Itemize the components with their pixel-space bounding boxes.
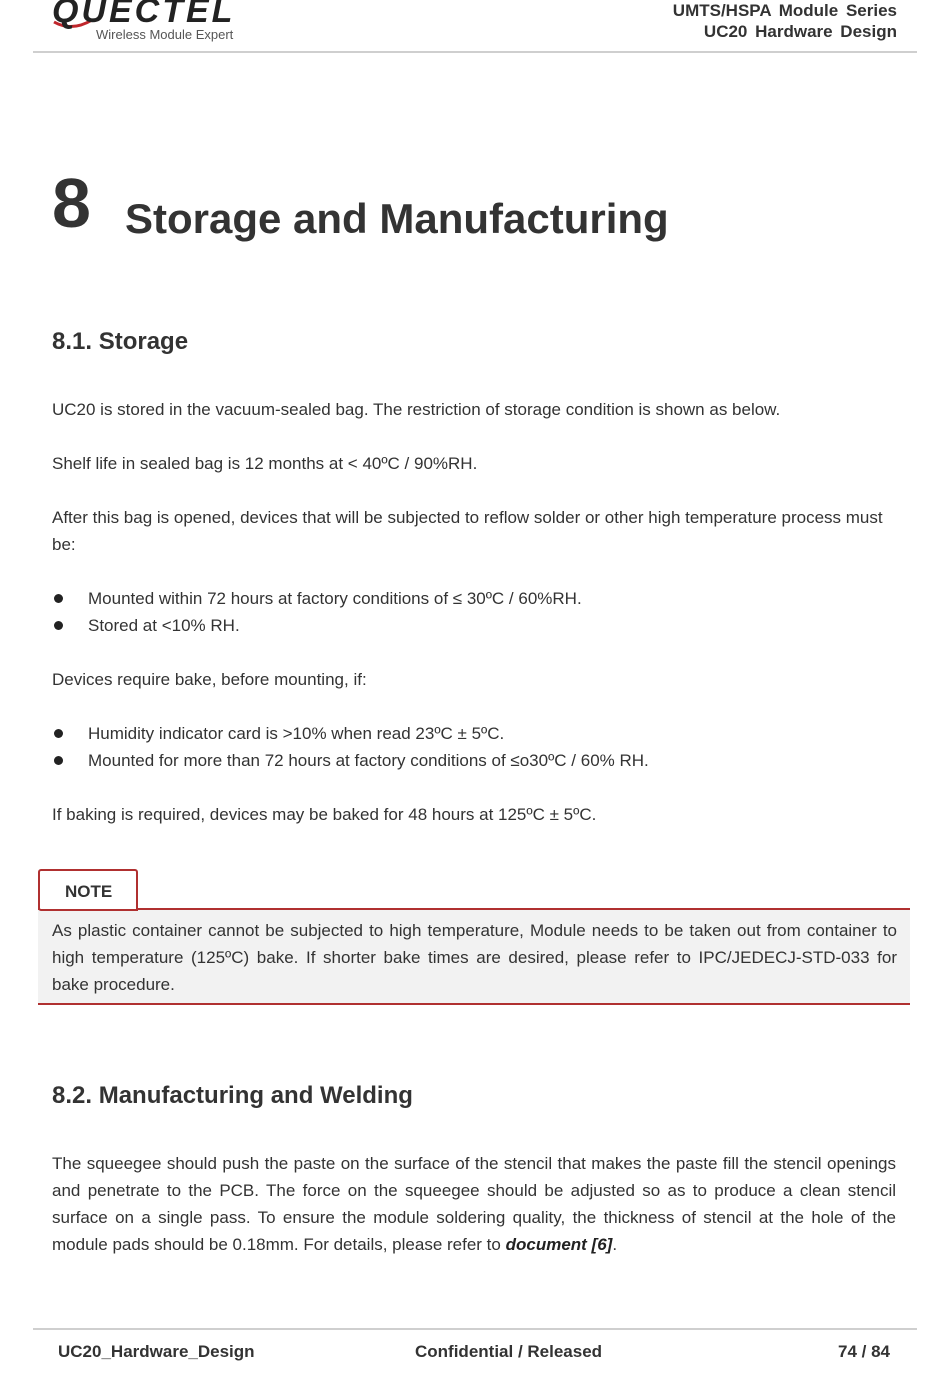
- list-item: Humidity indicator card is >10% when read 23ºC ± 5ºC.: [88, 724, 505, 743]
- bullet-list-1: [52, 585, 902, 639]
- list-item: Stored at <10% RH.: [88, 616, 240, 635]
- bullet-icon: [54, 594, 63, 603]
- header-doc-title: UC20 Hardware Design: [703, 22, 897, 41]
- chapter-number: 8: [52, 164, 91, 242]
- section-heading-storage: 8.1. Storage: [52, 328, 189, 355]
- storage-paragraph-4: Devices require bake, before mounting, if:: [52, 670, 367, 689]
- section-heading-manufacturing: 8.2. Manufacturing and Welding: [52, 1082, 413, 1109]
- logo-tagline: Wireless Module Expert: [96, 27, 234, 42]
- bullet-list-2: [52, 720, 902, 774]
- footer-divider: [33, 1328, 917, 1330]
- header-divider: [33, 51, 917, 53]
- note-text: As plastic container cannot be subjected to high temperature, Module needs to be taken out from container to high temperature (125ºC) bake. If shorter bake times are desired, please refer to IPC/JEDECJ-STD-033 for bake procedure.: [52, 921, 897, 994]
- storage-paragraph-3: After this bag is opened, devices that will be subjected to reflow solder or other high temperature process must be:: [52, 508, 883, 554]
- chapter-title: Storage and Manufacturing: [125, 195, 669, 242]
- storage-paragraph-5: If baking is required, devices may be baked for 48 hours at 125ºC ± 5ºC.: [52, 805, 597, 824]
- list-item: Mounted for more than 72 hours at factory conditions of ≤o30ºC / 60% RH.: [88, 751, 649, 770]
- manufacturing-paragraph: [52, 1150, 896, 1258]
- header-doc-info: [673, 0, 897, 42]
- footer-doc-name: UC20_Hardware_Design: [58, 1342, 255, 1361]
- footer-page-number: 74 / 84: [838, 1342, 890, 1361]
- document-reference-link[interactable]: document [6]: [505, 1235, 613, 1254]
- logo-wordmark: QUECTEL: [52, 0, 236, 30]
- storage-paragraph-1: UC20 is stored in the vacuum-sealed bag. The restriction of storage condition is shown as below.: [52, 400, 781, 419]
- list-item: Mounted within 72 hours at factory conditions of ≤ 30ºC / 60%RH.: [88, 589, 582, 608]
- footer-classification: Confidential / Released: [415, 1342, 603, 1361]
- note-label: NOTE: [38, 869, 138, 911]
- manufacturing-text: The squeegee should push the paste on the surface of the stencil that makes the paste fill the stencil openings and penetrate to the PCB. The force on the squeegee should be adjusted so as to produce a clean stencil surface on a single pass. To ensure the module soldering quality, the thickness of stencil at the hole of the module pads should be 0.18mm. For details, please refer to: [52, 1154, 896, 1254]
- bullet-icon: [54, 756, 63, 765]
- bullet-icon: [54, 621, 63, 630]
- bullet-icon: [54, 729, 63, 738]
- header-series: UMTS/HSPA Module Series: [672, 1, 897, 20]
- manufacturing-text-end: .: [612, 1235, 618, 1254]
- storage-paragraph-2: Shelf life in sealed bag is 12 months at < 40ºC / 90%RH.: [52, 454, 478, 473]
- quectel-logo: [52, 0, 282, 48]
